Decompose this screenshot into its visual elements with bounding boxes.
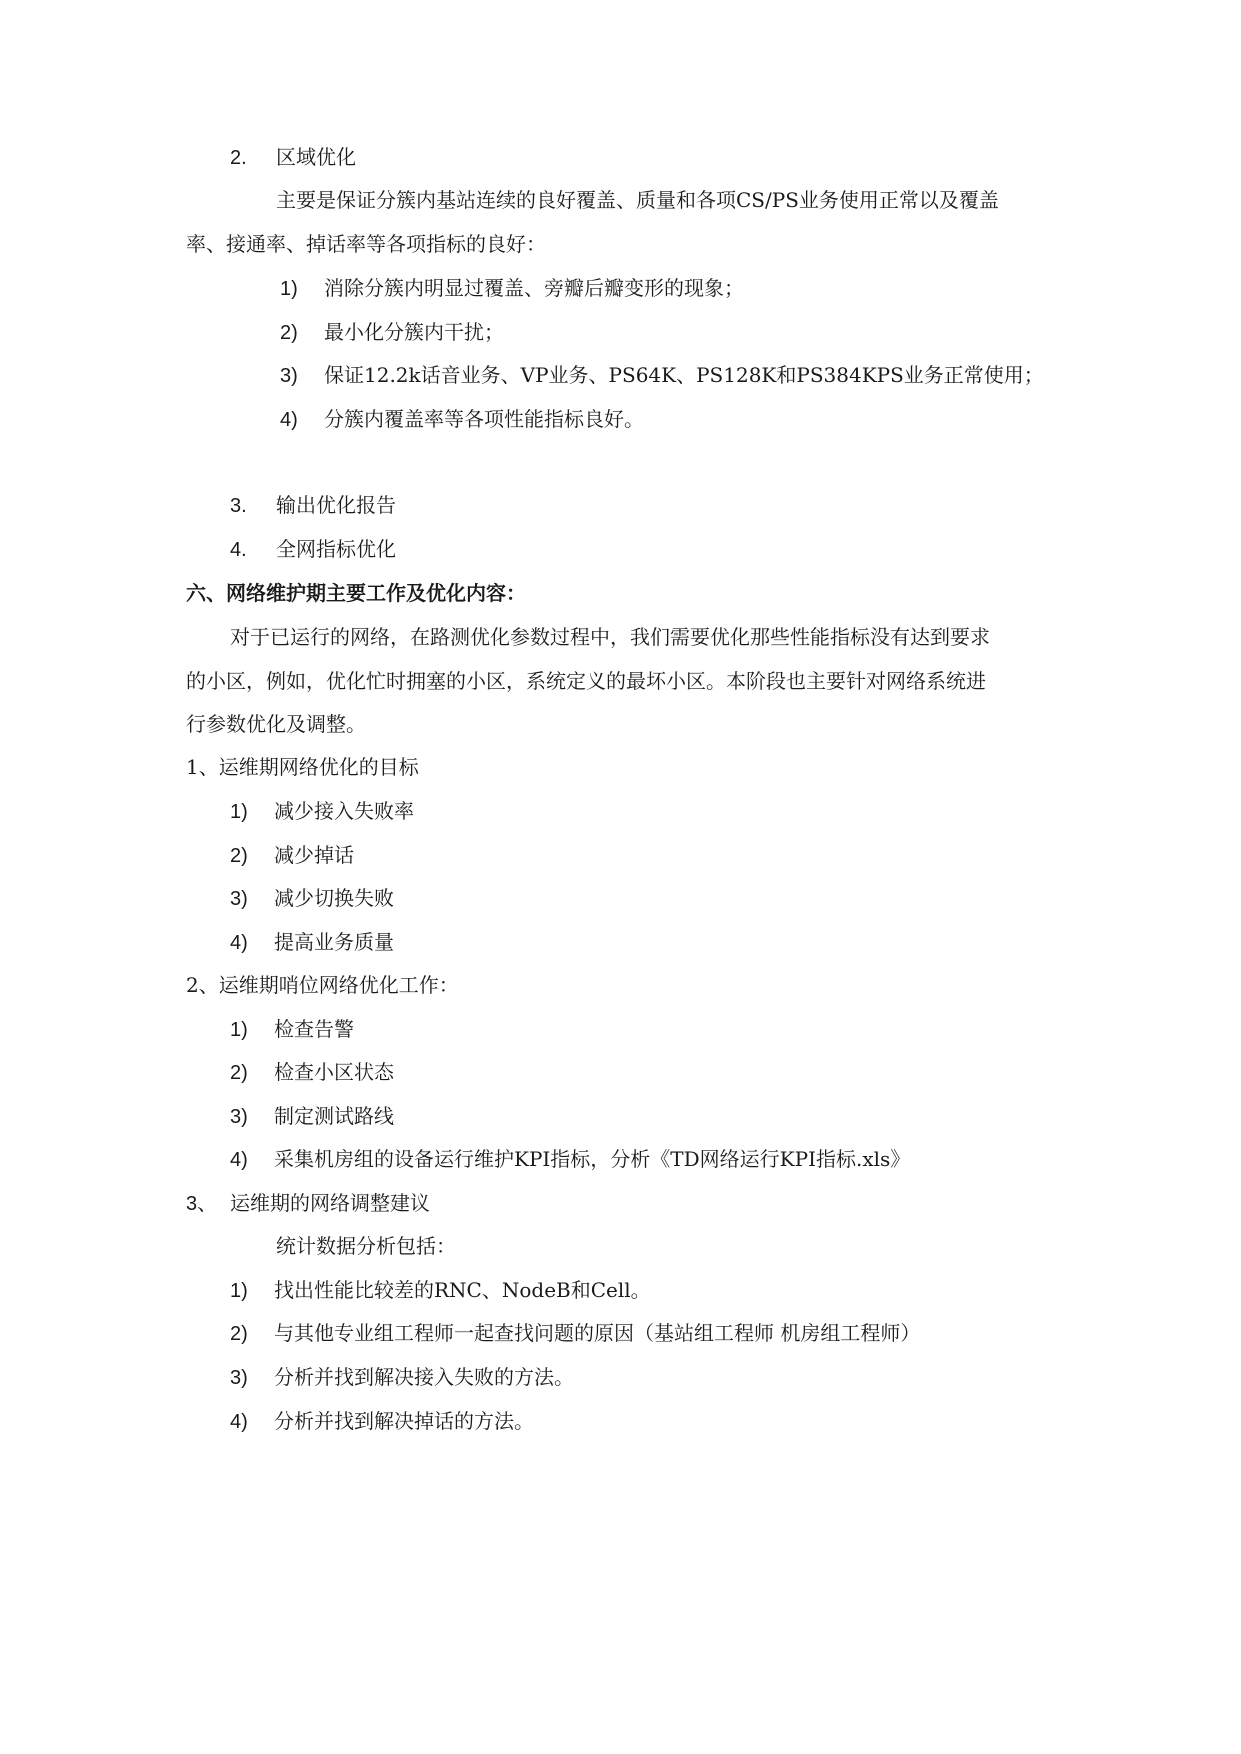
- list-number: 4): [230, 1149, 248, 1171]
- list-number: 4): [230, 1411, 248, 1433]
- list-item: [230, 1364, 574, 1391]
- chapter-heading: 六、网络维护期主要工作及优化内容：: [186, 581, 526, 605]
- paragraph: 行参数优化及调整。: [186, 712, 366, 736]
- list-text: 减少接入失败率: [274, 799, 414, 823]
- list-text: 采集机房组的设备运行维护KPI指标，分析《TD网络运行KPI指标.xls》: [274, 1147, 911, 1171]
- subsection-title-text: 运维期的网络调整建议: [230, 1191, 430, 1215]
- subsection-2-title: 2、运维期哨位网络优化工作：: [186, 973, 459, 997]
- list-text: 最小化分簇内干扰；: [324, 320, 504, 344]
- section-title: 全网指标优化: [276, 537, 396, 561]
- list-item: [230, 929, 394, 956]
- list-number: 2): [230, 845, 248, 867]
- list-text: 检查小区状态: [274, 1060, 394, 1084]
- list-item: [230, 1146, 910, 1173]
- paragraph: 率、接通率、掉话率等各项指标的良好：: [186, 232, 546, 256]
- subsection-3-title: [186, 1190, 430, 1217]
- list-item: [280, 406, 644, 433]
- list-text: 找出性能比较差的RNC、NodeB和Cell。: [274, 1278, 651, 1302]
- list-text: 消除分簇内明显过覆盖、旁瓣后瓣变形的现象；: [324, 276, 744, 300]
- subsection-number: 3、: [186, 1193, 218, 1215]
- list-number: 3): [280, 365, 298, 387]
- list-text: 分析并找到解决接入失败的方法。: [274, 1365, 574, 1389]
- list-item: [230, 1320, 920, 1347]
- section-number: 4.: [230, 539, 247, 561]
- section-2-heading: [230, 144, 356, 171]
- paragraph: 的小区，例如，优化忙时拥塞的小区，系统定义的最坏小区。本阶段也主要针对网络系统进: [186, 669, 986, 693]
- list-text: 与其他专业组工程师一起查找问题的原因（基站组工程师 机房组工程师）: [274, 1321, 921, 1345]
- list-number: 2): [230, 1323, 248, 1345]
- list-item: [230, 842, 354, 869]
- section-number: 3.: [230, 495, 247, 517]
- list-text: 提高业务质量: [274, 930, 394, 954]
- list-item: [280, 362, 1044, 389]
- list-number: 3): [230, 1106, 248, 1128]
- list-text: 分簇内覆盖率等各项性能指标良好。: [324, 407, 644, 431]
- paragraph: 统计数据分析包括：: [276, 1234, 456, 1258]
- list-text: 保证12.2k话音业务、VP业务、PS64K、PS128K和PS384KPS业务正常使用；: [324, 363, 1044, 387]
- list-number: 1): [230, 1019, 248, 1041]
- section-4-heading: [230, 536, 396, 563]
- list-item: [230, 1277, 651, 1304]
- list-number: 1): [230, 1280, 248, 1302]
- paragraph: 对于已运行的网络，在路测优化参数过程中，我们需要优化那些性能指标没有达到要求: [230, 625, 990, 649]
- list-text: 检查告警: [274, 1017, 354, 1041]
- list-item: [280, 275, 744, 302]
- section-title: 输出优化报告: [276, 493, 396, 517]
- list-number: 4): [280, 409, 298, 431]
- section-3-heading: [230, 492, 396, 519]
- list-number: 1): [280, 278, 298, 300]
- list-text: 制定测试路线: [274, 1104, 394, 1128]
- list-item: [280, 319, 504, 346]
- paragraph: 主要是保证分簇内基站连续的良好覆盖、质量和各项CS/PS业务使用正常以及覆盖: [276, 188, 999, 212]
- list-number: 2): [230, 1062, 248, 1084]
- section-number: 2.: [230, 147, 247, 169]
- list-number: 2): [280, 322, 298, 344]
- list-text: 减少切换失败: [274, 886, 394, 910]
- list-item: [230, 1103, 394, 1130]
- list-number: 4): [230, 932, 248, 954]
- list-number: 3): [230, 888, 248, 910]
- list-item: [230, 1059, 394, 1086]
- list-number: 3): [230, 1367, 248, 1389]
- list-item: [230, 885, 394, 912]
- list-item: [230, 798, 414, 825]
- list-number: 1): [230, 801, 248, 823]
- list-text: 分析并找到解决掉话的方法。: [274, 1409, 534, 1433]
- list-text: 减少掉话: [274, 843, 354, 867]
- list-item: [230, 1016, 354, 1043]
- list-item: [230, 1408, 534, 1435]
- section-title: 区域优化: [276, 145, 356, 169]
- subsection-1-title: 1、运维期网络优化的目标: [186, 755, 419, 779]
